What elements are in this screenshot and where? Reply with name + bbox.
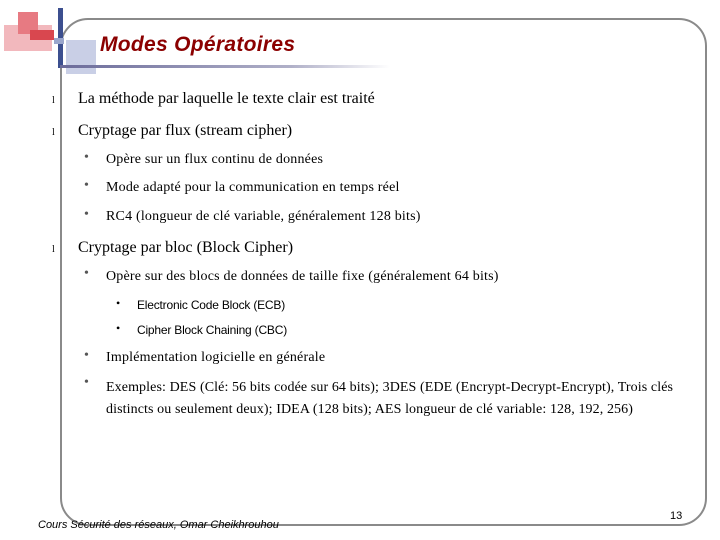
sub-bullet-marker: • (84, 375, 89, 390)
page-number: 13 (670, 510, 683, 522)
footer-text: Cours Sécurité des réseaux, Omar Cheikhrouhou (38, 519, 279, 531)
sub-bullet-marker: • (84, 150, 89, 165)
sub-bullet-text: Mode adapté pour la communication en temps réel (106, 180, 400, 195)
bullet-text: La méthode par laquelle le texte clair est traité (78, 90, 375, 107)
sub-bullet-text: Implémentation logicielle en générale (106, 350, 326, 365)
sub-bullet-text: Opère sur des blocs de données de taille fixe (généralement 64 bits) (106, 269, 499, 284)
slide-title: Modes Opératoires (100, 33, 296, 56)
bullet-marker: l (52, 244, 55, 255)
sub-sub-bullet-marker: • (116, 296, 121, 310)
bullet-marker: l (52, 127, 55, 138)
sub-bullet-text: Opère sur un flux continu de données (106, 152, 324, 167)
bullet-text: Cryptage par flux (stream cipher) (78, 122, 293, 139)
bullet-text: Cryptage par bloc (Block Cipher) (78, 239, 294, 256)
sub-sub-bullet-text: Electronic Code Block (ECB) (137, 298, 285, 312)
sub-bullet-marker: • (84, 266, 89, 281)
sub-sub-bullet-marker: • (116, 321, 121, 335)
sub-bullet-marker: • (84, 178, 89, 193)
bullet-marker: l (52, 95, 55, 106)
sub-bullet-text: RC4 (longueur de clé variable, généralement 128 bits) (106, 209, 421, 224)
sub-bullet-text: Exemples: DES (Clé: 56 bits codée sur 64 bits); 3DES (EDE (Encrypt-Decrypt-Encrypt), Trois clés distincts ou seulement deux); IDEA (128 bits); AES longueur de clé variable: 128, 192, 256) (106, 380, 674, 417)
sub-bullet-marker: • (84, 207, 89, 222)
sub-bullet-marker: • (84, 348, 89, 363)
title-underline (60, 65, 390, 68)
sub-sub-bullet-text: Cipher Block Chaining (CBC) (137, 323, 287, 337)
